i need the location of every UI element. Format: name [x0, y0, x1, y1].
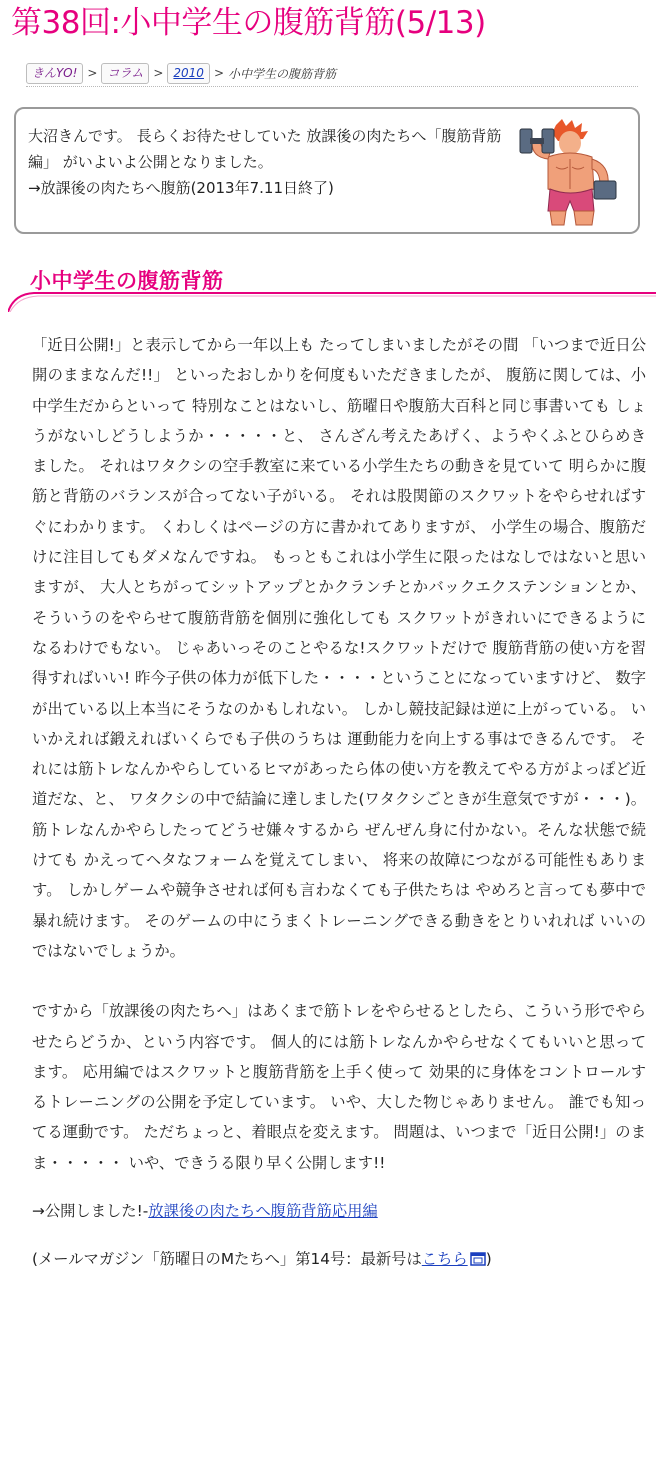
page-title: 第38回:小中学生の腹筋背筋(5/13) — [11, 5, 486, 41]
latest-issue-link[interactable]: こちら — [421, 1250, 468, 1269]
announcement-text — [28, 123, 510, 201]
breadcrumb-separator: > — [153, 66, 164, 80]
breadcrumb-item-year[interactable]: 2010 — [167, 63, 210, 84]
breadcrumb-current: 小中学生の腹筋背筋 — [228, 66, 337, 81]
breadcrumb-separator: > — [87, 66, 98, 80]
article-body — [32, 330, 646, 1275]
external-window-icon[interactable] — [470, 1252, 486, 1266]
published-prefix: →公開しました!- — [32, 1202, 149, 1221]
section-heading: 小中学生の腹筋背筋 — [30, 269, 224, 293]
breadcrumb-item-home[interactable]: きんYO! — [26, 63, 83, 84]
article-paragraph: ですから「放課後の肉たちへ」はあくまで筋トレをやらせるとしたら、こういう形でやらせたらどうか、という内容です。 個人的には筋トレなんかやらせなくてもいいと思ってます。 応用編ではスクワットと腹筋背筋を上手く使って 効果的に身体をコントロールするトレーニングの公開を予定しています。 いや、大した物じゃありません。 誰でも知ってる運動です。 ただちょっと、着眼点を変えます。 問題は、いつまで「近日公開!」のまま・・・・・ いや、できうる限り早く公開します!! — [32, 1002, 646, 1172]
breadcrumb-separator: > — [213, 66, 225, 80]
section-underline-swoosh — [8, 288, 656, 312]
breadcrumb-item-column[interactable]: コラム — [101, 63, 149, 84]
newsletter-footer — [32, 1244, 646, 1274]
muscleman-dumbbell-icon — [514, 119, 624, 227]
section-header — [8, 258, 656, 312]
footer-prefix: (メールマガジン「筋曜日のMたちへ」第14号：最新号は — [32, 1250, 422, 1269]
breadcrumb — [26, 60, 638, 87]
applied-edition-link[interactable]: 放課後の肉たちへ腹筋背筋応用編 — [148, 1202, 378, 1221]
published-notice — [32, 1196, 646, 1226]
announcement-line: 大沼きんです。 長らくお待たせしていた 放課後の肉たちへ「腹筋背筋編」 がいよいよ公開となりました。 — [28, 127, 502, 171]
announcement-line: →放課後の肉たちへ腹筋(2013年7.11日終了) — [28, 179, 334, 197]
announcement-box — [14, 107, 640, 234]
footer-suffix: ) — [485, 1250, 492, 1269]
article-paragraph: 「近日公開!」と表示してから一年以上も たってしまいましたがその間 「いつまで近日公開のままなんだ!!」 といったおしかりを何度もいただきましたが、 腹筋に関しては、小中学生だからといって 特別なことはないし、筋曜日や腹筋大百科と同じ事書いても しょうがないしどうしようか・・・・・と、 さんざん考えたあげく、ようやくふとひらめきました。 それはワタクシの空手教室に来ている小学生たちの動きを見ていて 明らかに腹筋と背筋のバランスが合ってない子がいる。 それは股関節のスクワットをやらせればすぐにわかります。 くわしくはページの方に書かれてありますが、 小学生の場合、腹筋だけに注目してもダメなんですね。 もっともこれは小学生に限ったはなしではないと思いますが、 大人とちがってシットアップとかクランチとかバックエクステンションとか、 そういうのをやらせて腹筋背筋を個別に強化しても スクワットがきれいにできるようになるわけでもない。 じゃあいっそのことやるな!スクワットだけで 腹筋背筋の使い方を習得すればいい! 昨今子供の体力が低下した・・・・ということになっていますけど、 数字が出ている以上本当にそうなのかもしれない。 しかし競技記録は逆に上がっている。 いいかえれば鍛えればいくらでも子供のうちは 運動能力を向上する事はできるんです。 それには筋トレなんかやらしているヒマがあったら体の使い方を教えてやる方がよっぽど近道だな、と、 ワタクシの中で結論に達しました(ワタクシごときが生意気ですが・・・)。 筋トレなんかやらしたってどうせ嫌々するから ぜんぜん身に付かない。そんな状態で続けても かえってヘタなフォームを覚えてしまい、 将来の故障につながる可能性もあります。 しかしゲームや競争させれば何も言わなくても子供たちは やめろと言っても夢中で暴れ続けます。 そのゲームの中にうまくトレーニングできる動きをとりいれれば いいのではないでしょうか。 — [32, 336, 646, 960]
